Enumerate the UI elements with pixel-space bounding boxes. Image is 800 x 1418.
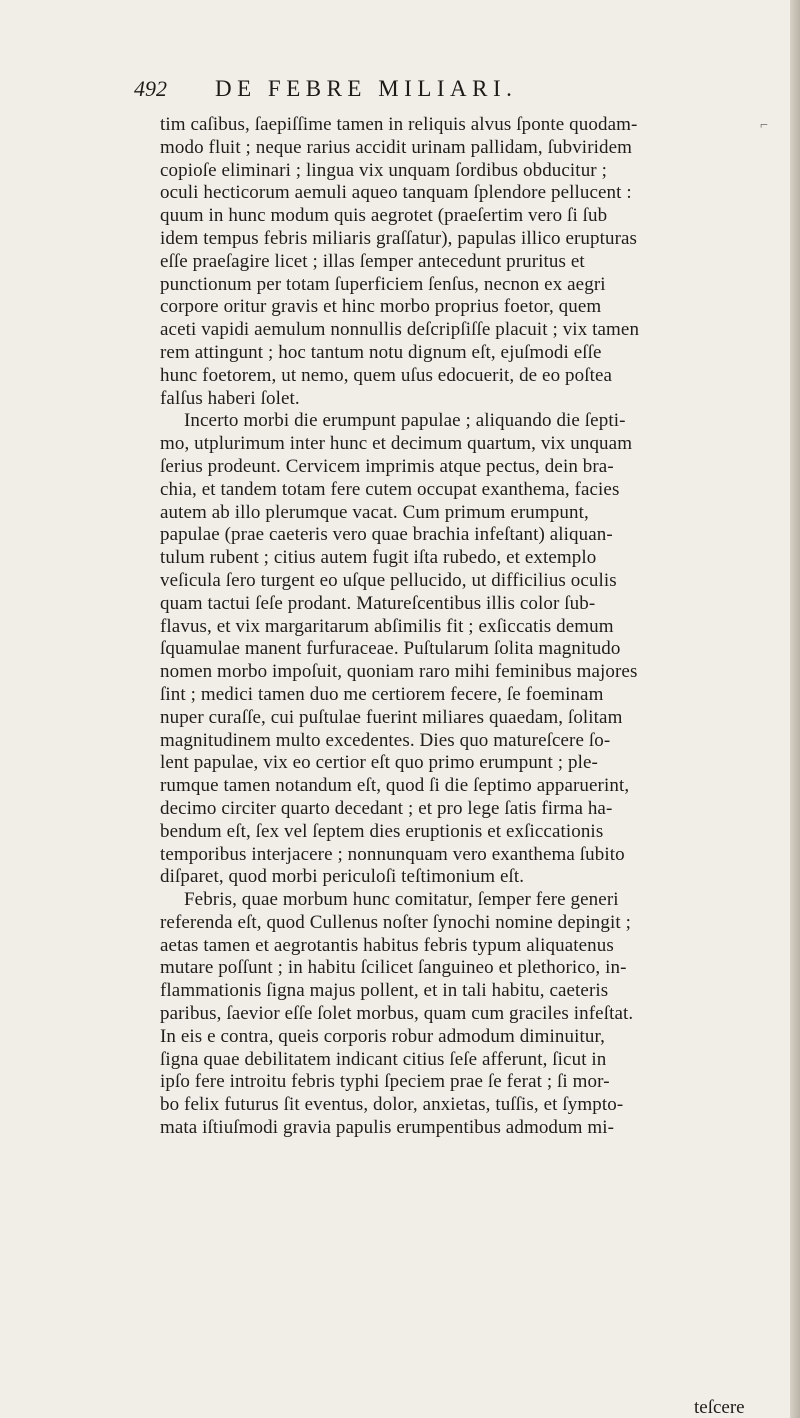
running-head-title: DE FEBRE MILIARI. [215,76,518,101]
text-line: nuper curaſſe, cui puſtulae fuerint miliares quaedam, ſolitam [160,706,623,728]
text-line: quum in hunc modum quis aegrotet (praeſertim vero ſi ſub [160,205,608,227]
text-line: autem ab illo plerumque vacat. Cum primum erumpunt, [160,501,589,523]
text-line: diſparet, quod morbi periculoſi teſtimonium eſt. [160,866,525,888]
text-line: ſigna quae debilitatem indicant citius ſeſe afferunt, ſicut in [160,1048,607,1070]
margin-mark: ⌐ [760,118,768,133]
text-line: mo, utplurimum inter hunc et decimum quartum, vix unquam [160,433,633,455]
text-line: bendum eſt, ſex vel ſeptem dies eruptionis et exſiccationis [160,820,604,842]
text-line: In eis e contra, queis corporis robur admodum diminuitur, [160,1025,606,1047]
text-line: aceti vapidi aemulum nonnullis deſcripſiſſe placuit ; vix tamen [160,319,640,341]
running-head [0,72,790,106]
text-line: tim caſibus, ſaepiſſime tamen in reliquis alvus ſponte quodam- [160,114,638,135]
text-line: ſerius prodeunt. Cervicem imprimis atque pectus, dein bra- [160,455,614,477]
text-line: veſicula ſero turgent eo uſque pellucido, ut difficilius oculis [160,569,617,591]
text-line: lent papulae, vix eo certior eſt quo primo erumpunt ; ple- [160,752,598,774]
text-line: hunc foetorem, ut nemo, quem uſus edocuerit, de eo poſtea [160,364,613,386]
text-line: rumque tamen notandum eſt, quod ſi die ſeptimo apparuerint, [160,775,630,797]
text-line: idem tempus febris miliaris graſſatur), papulas illico erupturas [160,227,638,249]
page-number: 492 [134,76,167,101]
text-line: flammationis ſigna majus pollent, et in tali habitu, caeteris [160,980,609,1002]
text-line: copioſe eliminari ; lingua vix unquam ſordibus obducitur ; [160,159,607,181]
text-line: papulae (prae caeteris vero quae brachia infeſtant) aliquan- [160,524,613,546]
text-line: punctionum per totam ſuperficiem ſenſus, necnon ex aegri [160,273,606,295]
text-line: falſus haberi ſolet. [160,387,300,409]
catchword: teſcere [694,1397,745,1418]
text-line: nomen morbo impoſuit, quoniam raro mihi feminibus majores [160,661,638,683]
text-line: mata iſtiuſmodi gravia papulis erumpentibus admodum mi- [160,1117,615,1139]
text-line: corpore oritur gravis et hinc morbo proprius foetor, quem [160,296,602,318]
text-line: magnitudinem multo excedentes. Dies quo matureſcere ſo- [160,729,611,751]
body-text [160,114,746,1140]
text-line: ſquamulae manent furfuraceae. Puſtularum ſolita magnitudo [160,638,621,660]
text-line: tulum rubent ; citius autem fugit iſta rubedo, et extemplo [160,547,597,569]
text-line: decimo circiter quarto decedant ; et pro lege ſatis firma ha- [160,797,613,819]
text-line: oculi hecticorum aemuli aqueo tanquam ſplendore pellucent : [160,182,632,204]
text-line: temporibus interjacere ; nonnunquam vero exanthema ſubito [160,843,625,865]
text-line: referenda eſt, quod Cullenus noſter ſynochi nomine depingit ; [160,911,631,933]
text-line: rem attingunt ; hoc tantum notu dignum eſt, ejuſmodi eſſe [160,341,602,363]
text-line: mutare poſſunt ; in habitu ſcilicet ſanguineo et plethorico, in- [160,957,627,979]
page-edge [790,0,800,1418]
text-line: ipſo fere introitu febris typhi ſpeciem prae ſe ferat ; ſi mor- [160,1071,610,1093]
paragraph-start-line: Incerto morbi die erumpunt papulae ; aliquando die ſepti- [184,410,626,432]
text-line: chia, et tandem totam fere cutem occupat exanthema, facies [160,478,620,500]
text-line: aetas tamen et aegrotantis habitus febris typum aliquatenus [160,934,614,956]
text-line: modo fluit ; neque rarius accidit urinam pallidam, ſubviridem [160,136,633,158]
paragraph-start-line: Febris, quae morbum hunc comitatur, ſemper fere generi [184,889,619,911]
text-line: quam tactui ſeſe prodant. Matureſcentibus illis color ſub- [160,592,596,614]
text-line: ſint ; medici tamen duo me certiorem fecere, ſe foeminam [160,683,604,705]
text-line: bo felix futurus ſit eventus, dolor, anxietas, tuſſis, et ſympto- [160,1094,624,1116]
text-line: paribus, ſaevior eſſe ſolet morbus, quam cum graciles infeſtat. [160,1003,634,1025]
text-line: flavus, et vix margaritarum abſimilis fit ; exſiccatis demum [160,615,614,637]
text-line: eſſe praeſagire licet ; illas ſemper antecedunt pruritus et [160,250,585,272]
